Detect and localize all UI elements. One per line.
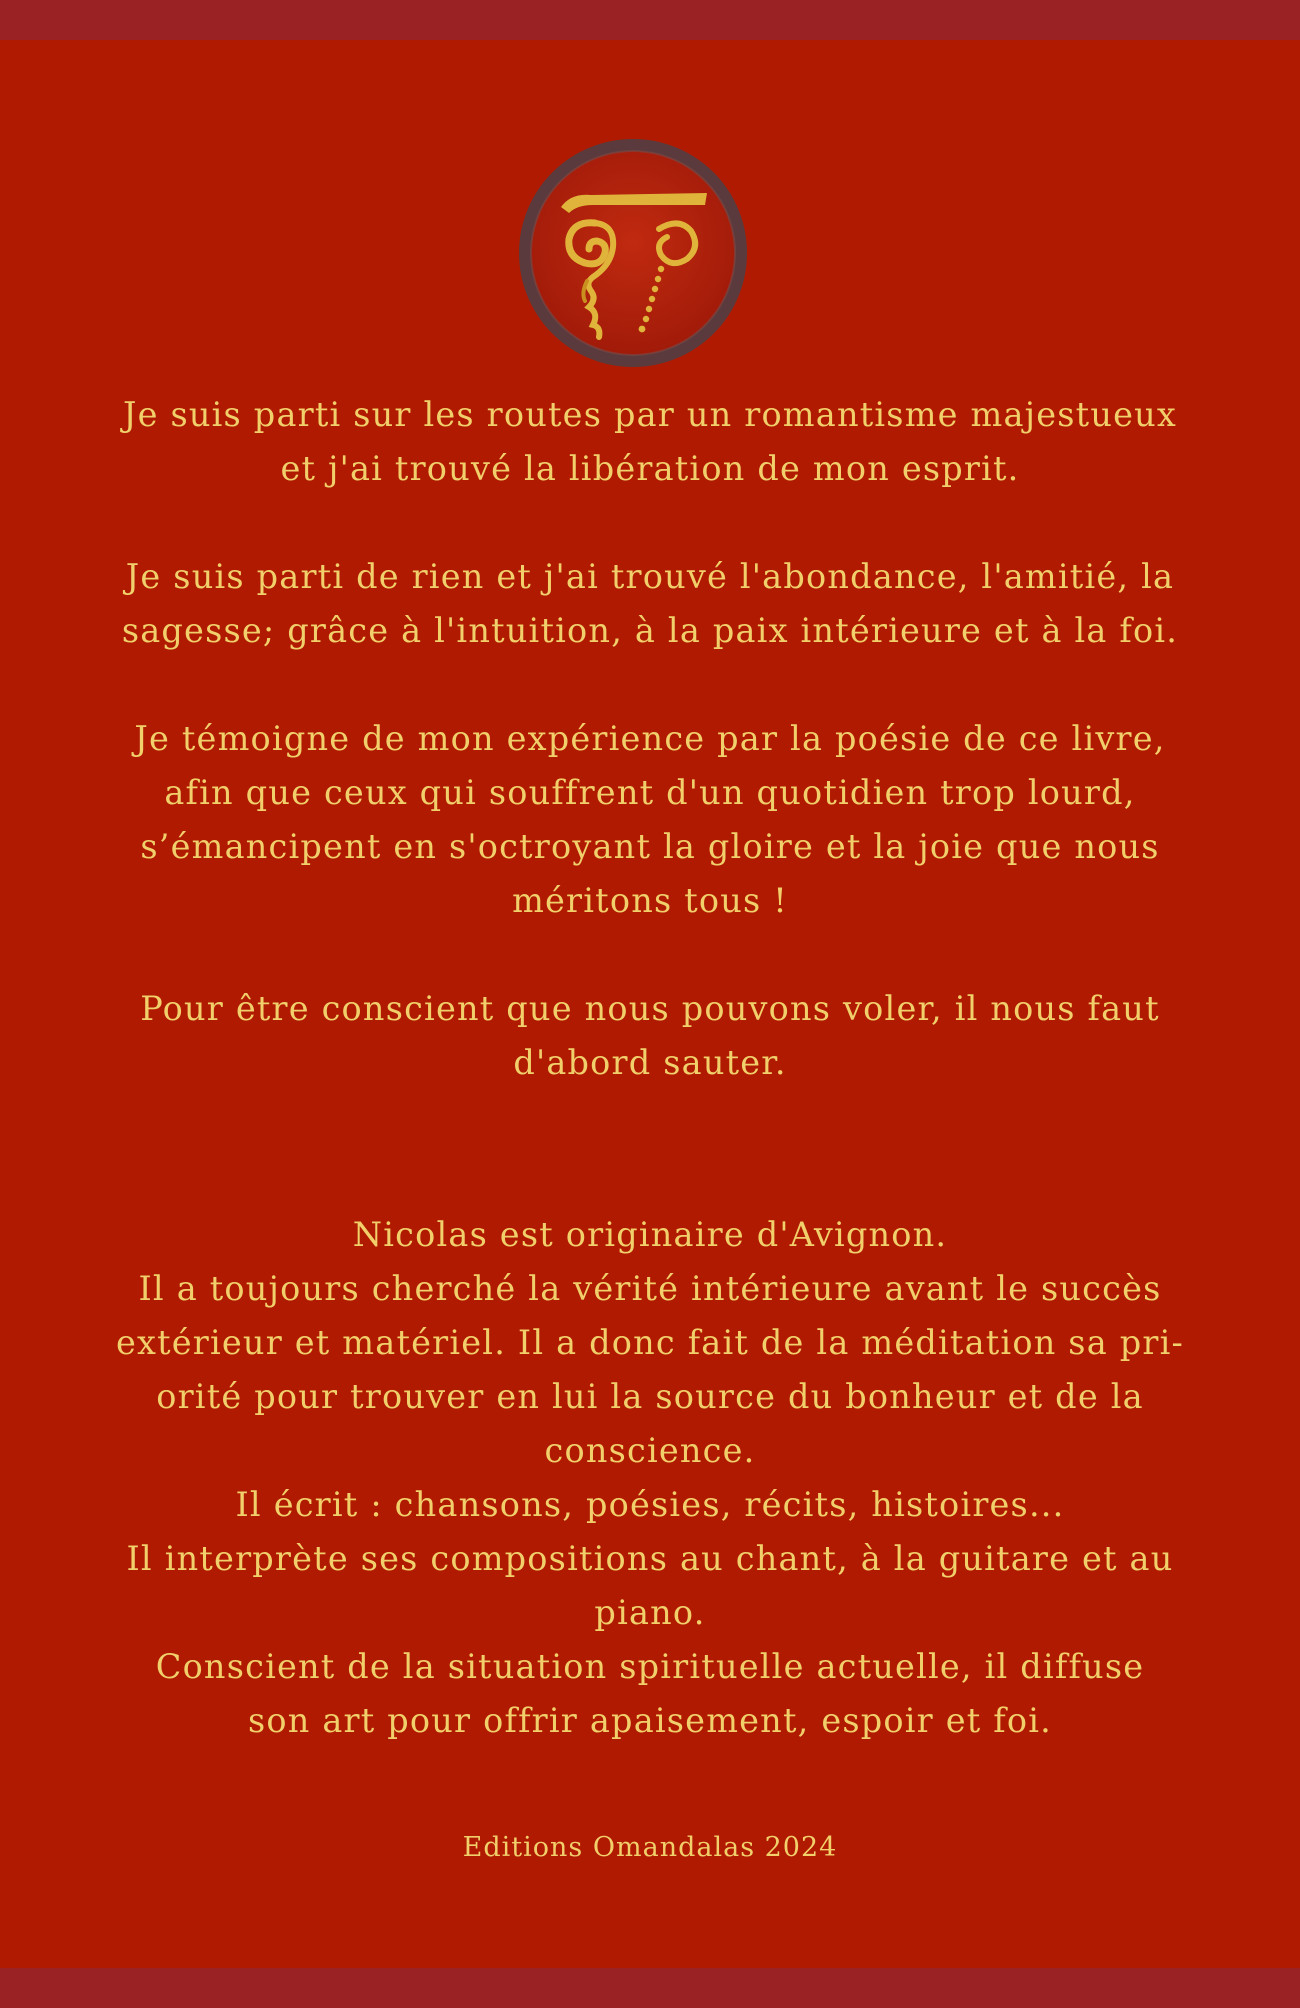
author-bio bbox=[60, 1208, 1240, 1748]
back-cover-text bbox=[60, 388, 1240, 1090]
paragraph-routes bbox=[60, 388, 1240, 496]
publisher-imprint: Editions Omandalas 2024 bbox=[462, 1832, 838, 1863]
text-line: Conscient de la situation spirituelle actuelle, il diffuse bbox=[155, 1647, 1145, 1686]
text-line: Pour être conscient que nous pouvons voler, il nous faut bbox=[140, 989, 1160, 1028]
text-line: Je témoigne de mon expérience par la poésie de ce livre, bbox=[134, 719, 1166, 758]
text-line: Il interprète ses compositions au chant, à la guitare et au bbox=[126, 1539, 1174, 1578]
text-line: méritons tous ! bbox=[512, 881, 788, 920]
back-cover-page bbox=[0, 40, 1300, 1968]
calligraphic-emblem-icon bbox=[511, 131, 755, 375]
text-line: Il a toujours cherché la vérité intérieure avant le succès bbox=[138, 1269, 1162, 1308]
text-line: Il écrit : chansons, poésies, récits, histoires... bbox=[235, 1485, 1065, 1524]
text-line: afin que ceux qui souffrent d'un quotidien trop lourd, bbox=[164, 773, 1136, 812]
text-line: Nicolas est originaire d'Avignon. bbox=[352, 1215, 948, 1254]
text-line: extérieur et matériel. Il a donc fait de la méditation sa pri- bbox=[115, 1323, 1185, 1362]
paragraph-fly bbox=[60, 982, 1240, 1090]
text-line: orité pour trouver en lui la source du bonheur et de la bbox=[156, 1377, 1144, 1416]
text-line: et j'ai trouvé la libération de mon esprit. bbox=[280, 449, 1020, 488]
text-line: Je suis parti de rien et j'ai trouvé l'abondance, l'amitié, la bbox=[125, 557, 1175, 596]
text-line: s’émancipent en s'octroyant la gloire et la joie que nous bbox=[140, 827, 1160, 866]
paragraph-abundance bbox=[60, 550, 1240, 658]
text-line: son art pour offrir apaisement, espoir et foi. bbox=[247, 1701, 1052, 1740]
text-line: piano. bbox=[594, 1593, 706, 1632]
paragraph-testimony bbox=[60, 712, 1240, 928]
text-line: conscience. bbox=[544, 1431, 756, 1470]
text-line: Je suis parti sur les routes par un romantisme majestueux bbox=[122, 395, 1178, 434]
bio-paragraph bbox=[60, 1208, 1240, 1748]
text-line: d'abord sauter. bbox=[513, 1043, 787, 1082]
text-line: sagesse; grâce à l'intuition, à la paix intérieure et à la foi. bbox=[121, 611, 1179, 650]
